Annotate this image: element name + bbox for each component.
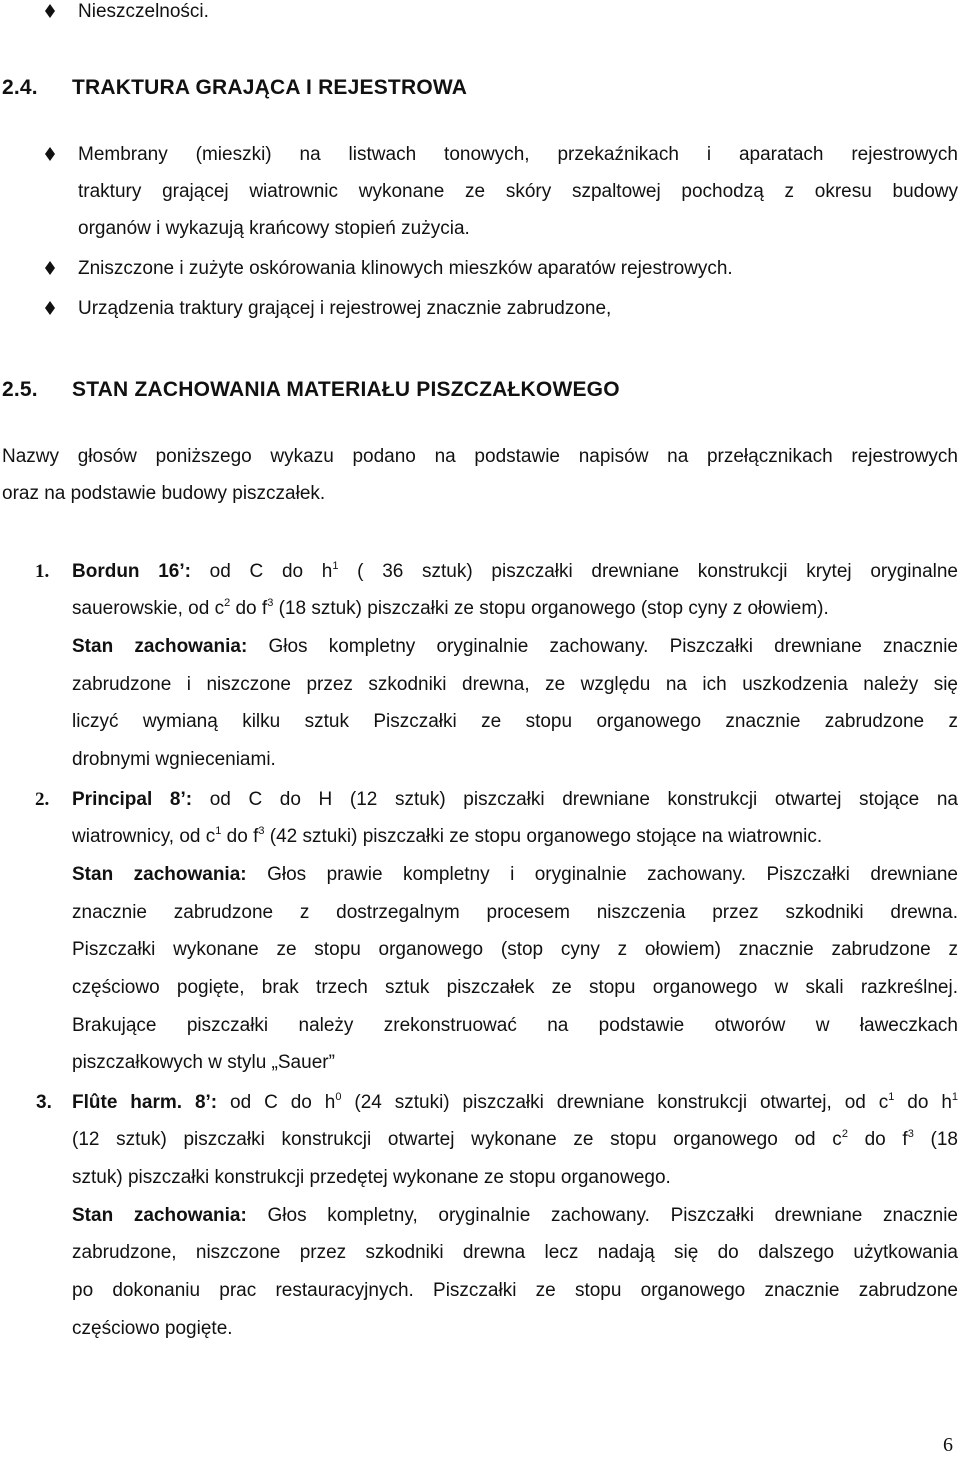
register-name: Principal 8’: bbox=[72, 789, 193, 810]
item-line bbox=[72, 635, 958, 659]
item-line bbox=[72, 1204, 958, 1228]
item-line bbox=[72, 560, 958, 584]
page-number: 6 bbox=[943, 1434, 953, 1456]
item-line bbox=[72, 597, 829, 621]
paragraph-line: organów i wykazują krańcowy stopień zużycia. bbox=[78, 218, 470, 239]
register-name: Flûte harm. 8’: bbox=[72, 1092, 218, 1113]
item-line: po dokonaniu prac restauracyjnych. Piszczałki ze stopu organowego znacznie zabrudzone bbox=[72, 1280, 958, 1301]
paragraph-line: traktury grającej wiatrownic wykonane ze skóry szpaltowej pochodzą z okresu budowy bbox=[78, 181, 958, 202]
text: wiatrownicy, od c bbox=[72, 826, 216, 847]
item-line bbox=[72, 1128, 958, 1152]
text: (24 sztuki) piszczałki drewniane konstrukcji otwartej, od c bbox=[341, 1092, 889, 1113]
item-number: 3. bbox=[36, 1092, 52, 1113]
item-line: zabrudzone i niszczone przez szkodniki drewna, ze względu na ich uszkodzenia należy się bbox=[72, 674, 958, 695]
list-item-text: Urządzenia traktury grającej i rejestrowej znacznie zabrudzone, bbox=[78, 298, 612, 319]
text: do h bbox=[894, 1092, 952, 1113]
text: Głos kompletny oryginalnie zachowany. Piszczałki drewniane znacznie bbox=[247, 636, 958, 657]
item-line bbox=[72, 1091, 958, 1115]
paragraph-line: Nazwy głosów poniższego wykazu podano na podstawie napisów na przełącznikach rejestrowych bbox=[2, 446, 958, 467]
text: od C do h bbox=[190, 561, 333, 582]
superscript: 1 bbox=[215, 825, 222, 837]
list-item-text: Nieszczelności. bbox=[78, 1, 209, 22]
list-item-text: Zniszczone i zużyte oskórowania klinowych mieszków aparatów rejestrowych. bbox=[78, 258, 733, 279]
item-line: sztuk) piszczałki konstrukcji przedętej wykonane ze stopu organowego. bbox=[72, 1167, 671, 1188]
register-name: Bordun 16’: bbox=[72, 561, 191, 582]
state-label: Stan zachowania: bbox=[72, 636, 248, 657]
section-number: 2.5. bbox=[2, 378, 38, 401]
text: do f bbox=[230, 598, 268, 619]
section-number: 2.4. bbox=[2, 76, 38, 99]
superscript: 2 bbox=[841, 1128, 848, 1140]
bullet-diamond-icon bbox=[45, 301, 55, 315]
text: (42 sztuki) piszczałki ze stopu organowego stojące na wiatrownic. bbox=[264, 826, 823, 847]
state-label: Stan zachowania: bbox=[72, 864, 247, 885]
bullet-diamond-icon bbox=[45, 4, 55, 18]
item-number: 1. bbox=[35, 561, 50, 582]
item-line bbox=[72, 863, 958, 887]
item-line bbox=[72, 825, 822, 849]
state-label: Stan zachowania: bbox=[72, 1205, 247, 1226]
item-line: częściowo pogięte. bbox=[72, 1318, 233, 1339]
item-line: częściowo pogięte, brak trzech sztuk piszczałek ze stopu organowego w skali razkreślnej. bbox=[72, 977, 958, 998]
text: sauerowskie, od c bbox=[72, 598, 225, 619]
superscript: 3 bbox=[258, 825, 265, 837]
text: do f bbox=[221, 826, 259, 847]
superscript: 3 bbox=[267, 597, 274, 609]
paragraph-line: oraz na podstawie budowy piszczałek. bbox=[2, 483, 326, 504]
section-title: STAN ZACHOWANIA MATERIAŁU PISZCZAŁKOWEGO bbox=[72, 378, 620, 401]
superscript: 3 bbox=[907, 1128, 914, 1140]
text: (12 sztuk) piszczałki konstrukcji otwartej wykonane ze stopu organowego od c bbox=[72, 1129, 842, 1150]
bullet-diamond-icon bbox=[45, 261, 55, 275]
text: (18 sztuk) piszczałki ze stopu organowego (stop cyny z ołowiem). bbox=[273, 598, 829, 619]
superscript: 2 bbox=[224, 597, 231, 609]
item-line: zabrudzone, niszczone przez szkodniki drewna lecz nadają się do dalszego użytkowania bbox=[72, 1242, 958, 1263]
item-line: Brakujące piszczałki należy zrekonstruować na podstawie otworów w ławeczkach bbox=[72, 1015, 958, 1036]
text: ( 36 sztuk) piszczałki drewniane konstrukcji krytej oryginalne bbox=[338, 561, 958, 582]
text: Głos prawie kompletny i oryginalnie zachowany. Piszczałki drewniane bbox=[246, 864, 959, 885]
item-line: znacznie zabrudzone z dostrzegalnym procesem niszczenia przez szkodniki drewna. bbox=[72, 902, 958, 923]
item-line: liczyć wymianą kilku sztuk Piszczałki ze stopu organowego znacznie zabrudzone z bbox=[72, 711, 958, 732]
item-line: drobnymi wgnieceniami. bbox=[72, 749, 276, 770]
text: do f bbox=[847, 1129, 908, 1150]
item-line: Piszczałki wykonane ze stopu organowego (stop cyny z ołowiem) znacznie zabrudzone z bbox=[72, 939, 958, 960]
item-line bbox=[72, 788, 958, 812]
bullet-diamond-icon bbox=[45, 147, 55, 161]
superscript: 1 bbox=[332, 560, 339, 572]
section-title: TRAKTURA GRAJĄCA I REJESTROWA bbox=[72, 76, 468, 99]
superscript: 1 bbox=[951, 1091, 959, 1103]
paragraph-line: Membrany (mieszki) na listwach tonowych, przekaźnikach i aparatach rejestrowych bbox=[78, 144, 958, 165]
item-line: piszczałkowych w stylu „Sauer” bbox=[72, 1052, 335, 1073]
superscript: 0 bbox=[335, 1091, 342, 1103]
text: (18 bbox=[913, 1129, 958, 1150]
item-number: 2. bbox=[35, 789, 50, 810]
text: Głos kompletny, oryginalnie zachowany. Piszczałki drewniane znacznie bbox=[246, 1205, 958, 1226]
superscript: 1 bbox=[888, 1091, 895, 1103]
text: od C do h bbox=[217, 1092, 336, 1113]
text: od C do H (12 sztuk) piszczałki drewniane konstrukcji otwartej stojące na bbox=[192, 789, 958, 810]
